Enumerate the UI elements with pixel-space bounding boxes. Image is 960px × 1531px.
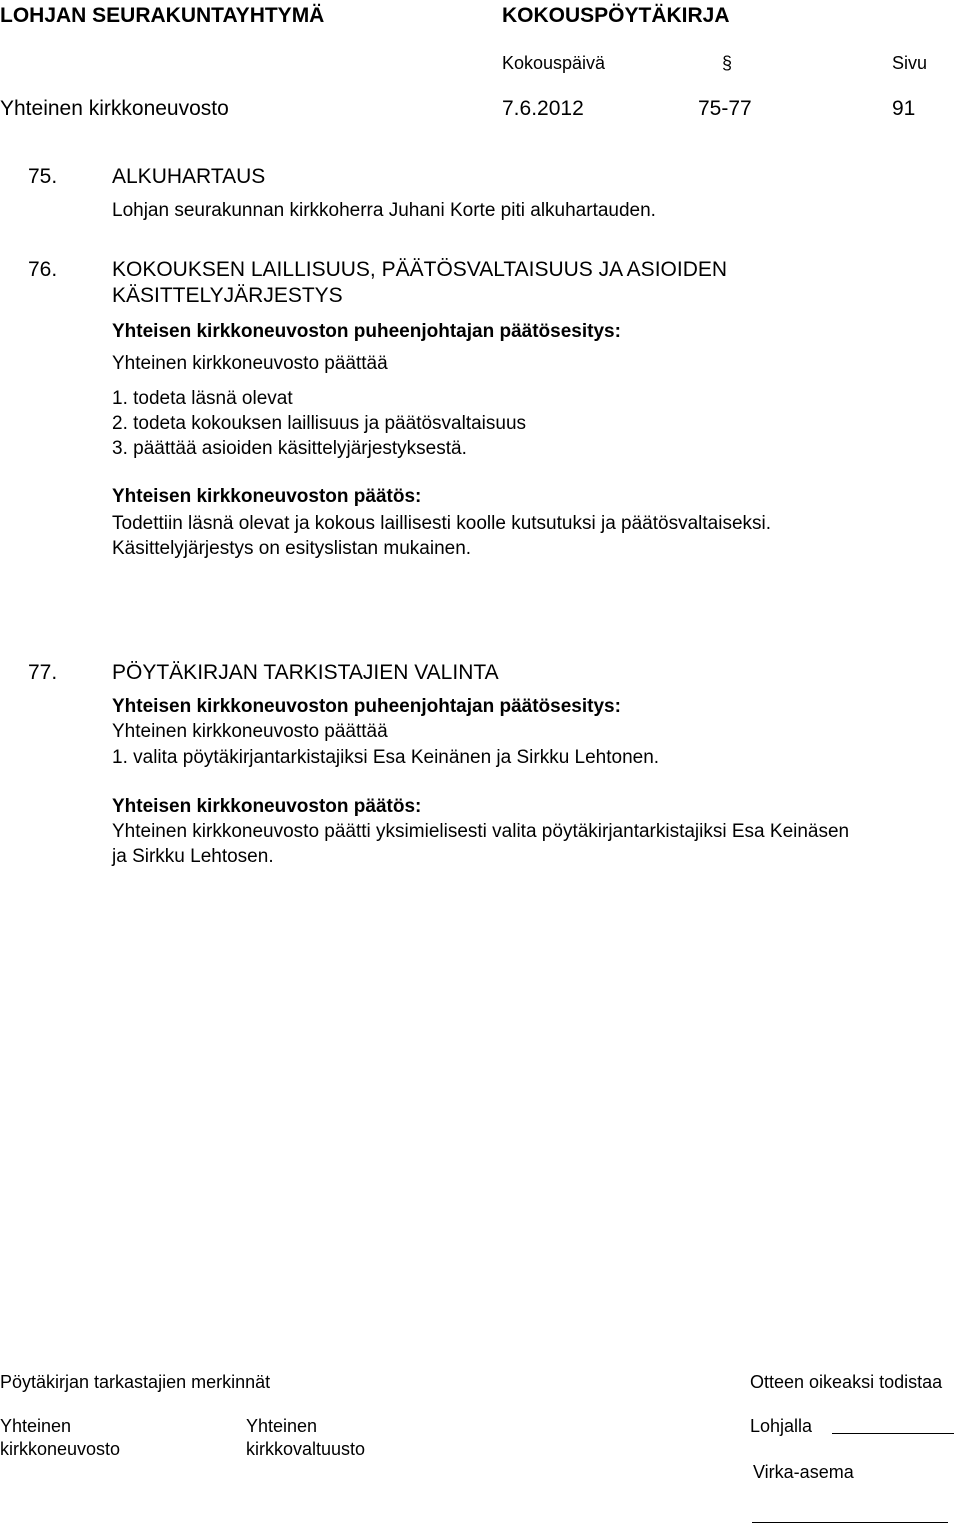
position-label: Virka-asema <box>753 1462 854 1482</box>
proposal-label: Yhteisen kirkkoneuvoston puheenjohtajan päätösesitys: <box>112 321 621 342</box>
decision-text-line: Yhteinen kirkkoneuvosto päätti yksimielisesti valita pöytäkirjantarkistajiksi Esa Keinäsen <box>112 821 850 842</box>
place-signature-line <box>832 1433 954 1434</box>
item-title: PÖYTÄKIRJAN TARKISTAJIEN VALINTA <box>112 661 499 684</box>
proposal-intro: Yhteinen kirkkoneuvosto päättää <box>112 721 388 742</box>
page-label: Sivu <box>892 53 928 73</box>
section-range: 75-77 <box>698 97 752 120</box>
item-number: 75. <box>28 165 58 188</box>
decision-label: Yhteisen kirkkoneuvoston päätös: <box>112 796 422 817</box>
proposal-list-item: 1. valita pöytäkirjantarkistajiksi Esa Keinänen ja Sirkku Lehtonen. <box>112 747 660 768</box>
proposal-list-item: 1. todeta läsnä olevat <box>112 388 293 409</box>
meeting-date: 7.6.2012 <box>502 97 584 120</box>
item-title: ALKUHARTAUS <box>112 165 266 188</box>
decision-text-line: Käsittelyjärjestys on esityslistan mukainen. <box>112 538 472 559</box>
section-sign: § <box>722 53 733 73</box>
item-number: 76. <box>28 258 58 281</box>
proposal-intro: Yhteinen kirkkoneuvosto päättää <box>112 353 388 374</box>
reviewers-label: Pöytäkirjan tarkastajien merkinnät <box>0 1372 271 1392</box>
decision-label: Yhteisen kirkkoneuvoston päätös: <box>112 486 422 507</box>
signature-column-2-line: kirkkovaltuusto <box>246 1439 366 1459</box>
place-label: Lohjalla <box>750 1416 813 1436</box>
certify-label: Otteen oikeaksi todistaa <box>750 1372 943 1392</box>
signature-line <box>752 1522 948 1523</box>
decision-text-line: ja Sirkku Lehtosen. <box>112 846 274 867</box>
signature-column-1-line: kirkkoneuvosto <box>0 1439 121 1459</box>
item-text: Lohjan seurakunnan kirkkoherra Juhani Korte piti alkuhartauden. <box>112 200 656 221</box>
proposal-label: Yhteisen kirkkoneuvoston puheenjohtajan päätösesitys: <box>112 696 621 717</box>
proposal-list-item: 3. päättää asioiden käsittelyjärjestyksestä. <box>112 438 467 459</box>
meeting-date-label: Kokouspäivä <box>502 53 606 73</box>
document-type: KOKOUSPÖYTÄKIRJA <box>502 4 730 27</box>
signature-column-1-line: Yhteinen <box>0 1416 72 1436</box>
signature-column-2-line: Yhteinen <box>246 1416 318 1436</box>
organization-name: LOHJAN SEURAKUNTAYHTYMÄ <box>0 4 325 27</box>
page-number: 91 <box>892 97 916 120</box>
item-title-line: KÄSITTELYJÄRJESTYS <box>112 284 343 307</box>
governing-body: Yhteinen kirkkoneuvosto <box>0 97 229 120</box>
item-title-line: KOKOUKSEN LAILLISUUS, PÄÄTÖSVALTAISUUS JA ASIOIDEN <box>112 258 728 281</box>
item-number: 77. <box>28 661 58 684</box>
decision-text-line: Todettiin läsnä olevat ja kokous laillisesti koolle kutsutuksi ja päätösvaltaiseksi. <box>112 513 772 534</box>
proposal-list-item: 2. todeta kokouksen laillisuus ja päätösvaltaisuus <box>112 413 527 434</box>
